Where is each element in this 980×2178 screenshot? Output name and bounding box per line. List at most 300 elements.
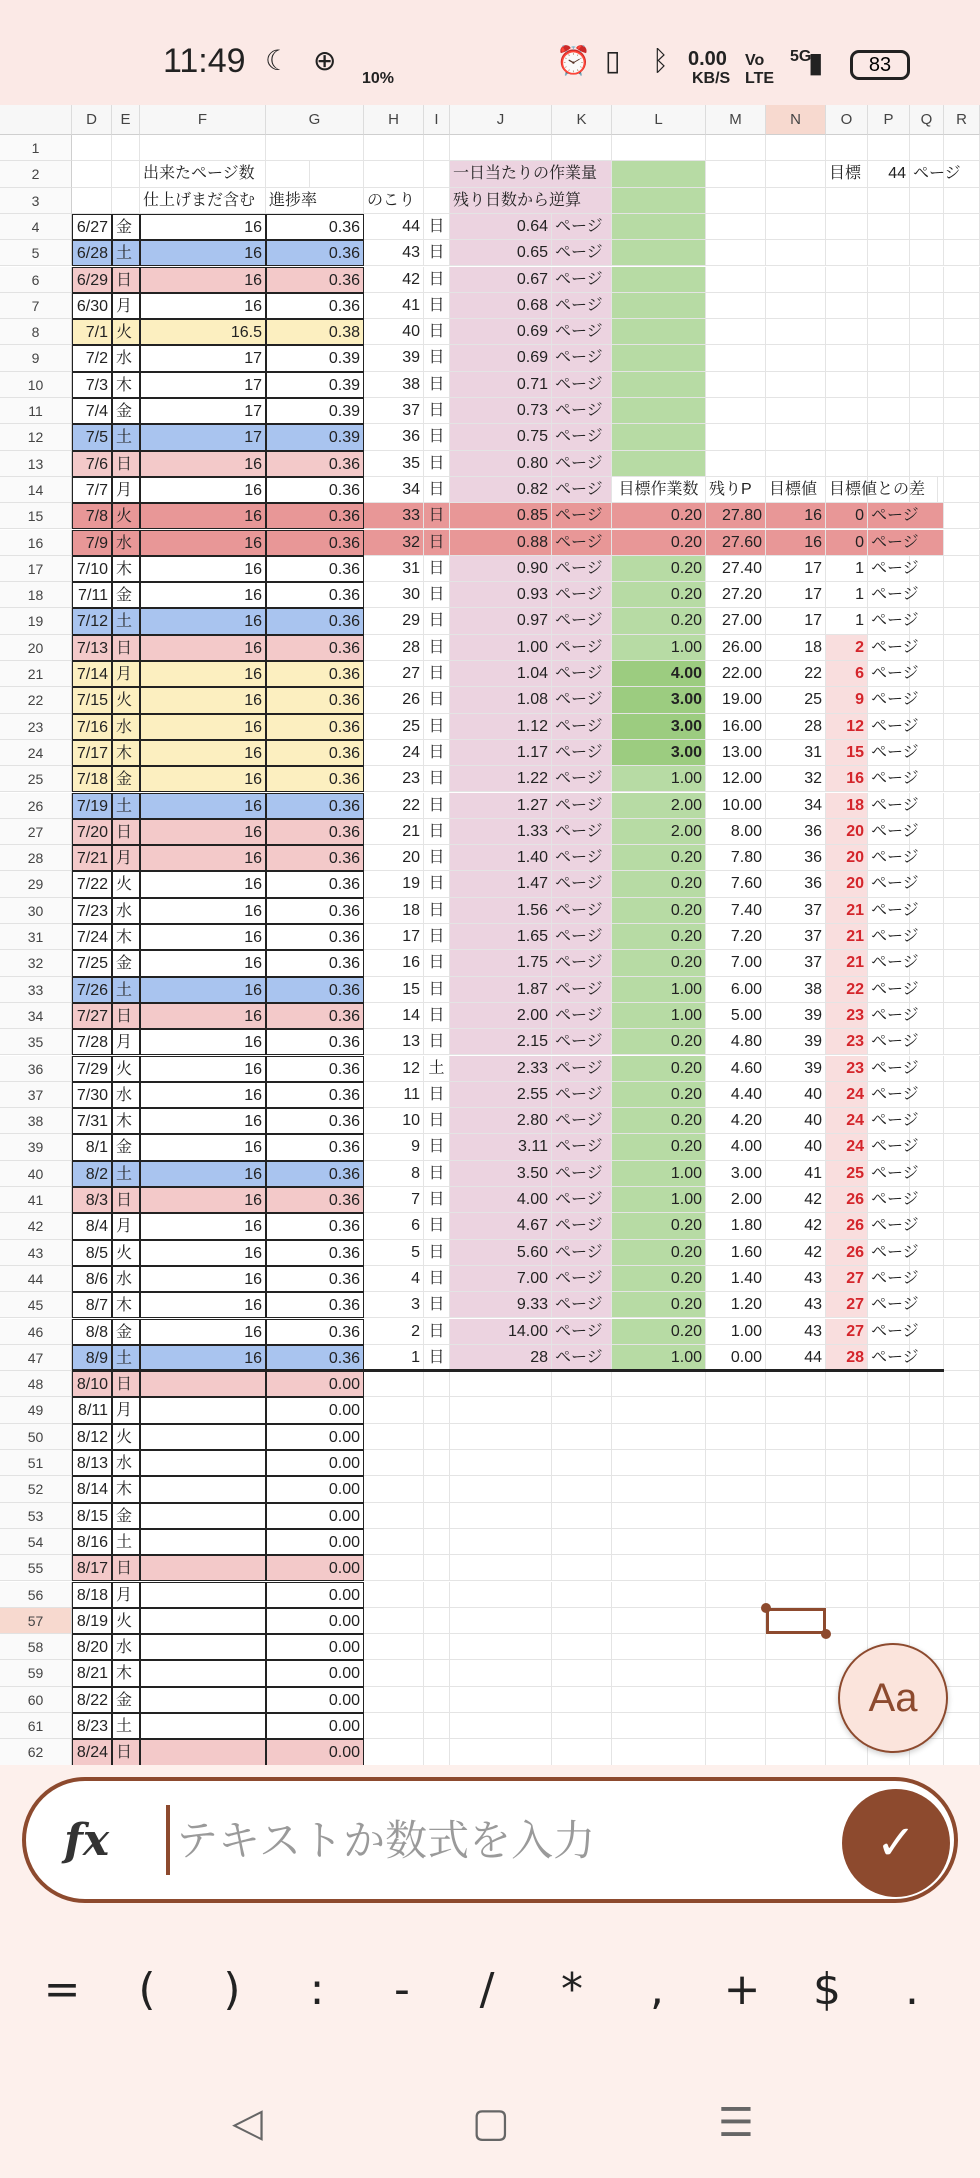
cell-F28[interactable]: 16 bbox=[140, 845, 266, 871]
grid-cell[interactable] bbox=[766, 1371, 826, 1397]
cell-D31[interactable]: 7/24 bbox=[72, 924, 112, 950]
cell-H5[interactable]: 43 bbox=[364, 240, 424, 266]
cell-L23[interactable]: 3.00 bbox=[612, 714, 706, 740]
cell-L39[interactable]: 0.20 bbox=[612, 1134, 706, 1160]
cell-G4[interactable]: 0.36 bbox=[266, 214, 364, 240]
cell-K8[interactable]: ページ bbox=[552, 319, 612, 345]
cell-E15[interactable]: 火 bbox=[112, 503, 140, 529]
cell-N47[interactable]: 44 bbox=[766, 1345, 826, 1371]
grid-cell[interactable] bbox=[450, 1555, 552, 1581]
grid-cell[interactable] bbox=[424, 1582, 450, 1608]
row-header[interactable]: 17 bbox=[0, 556, 72, 582]
cell-H25[interactable]: 23 bbox=[364, 766, 424, 792]
cell-D22[interactable]: 7/15 bbox=[72, 687, 112, 713]
cell-E5[interactable]: 土 bbox=[112, 240, 140, 266]
cell-J27[interactable]: 1.33 bbox=[450, 819, 552, 845]
spreadsheet-grid[interactable] bbox=[0, 105, 980, 1765]
grid-cell[interactable] bbox=[552, 1713, 612, 1739]
cell-P33[interactable]: ページ bbox=[868, 977, 944, 1003]
cell-L14[interactable]: 目標作業数 bbox=[612, 477, 706, 503]
cell-K4[interactable]: ページ bbox=[552, 214, 612, 240]
cell-F23[interactable]: 16 bbox=[140, 714, 266, 740]
grid-cell[interactable] bbox=[766, 293, 826, 319]
cell-M22[interactable]: 19.00 bbox=[706, 687, 766, 713]
cell-P29[interactable]: ページ bbox=[868, 871, 944, 897]
row-header[interactable]: 30 bbox=[0, 898, 72, 924]
grid-cell[interactable] bbox=[612, 451, 706, 477]
cell-F54[interactable] bbox=[140, 1529, 266, 1555]
cell-I25[interactable]: 日 bbox=[424, 766, 450, 792]
grid-cell[interactable] bbox=[706, 1634, 766, 1660]
grid-cell[interactable] bbox=[826, 1503, 868, 1529]
grid-cell[interactable] bbox=[140, 135, 266, 161]
cell-G12[interactable]: 0.39 bbox=[266, 424, 364, 450]
cell-J24[interactable]: 1.17 bbox=[450, 740, 552, 766]
cell-H23[interactable]: 25 bbox=[364, 714, 424, 740]
cell-L28[interactable]: 0.20 bbox=[612, 845, 706, 871]
cell-M35[interactable]: 4.80 bbox=[706, 1029, 766, 1055]
cell-I47[interactable]: 日 bbox=[424, 1345, 450, 1371]
grid-cell[interactable] bbox=[868, 240, 910, 266]
cell-M27[interactable]: 8.00 bbox=[706, 819, 766, 845]
cell-K18[interactable]: ページ bbox=[552, 582, 612, 608]
cell-J40[interactable]: 3.50 bbox=[450, 1161, 552, 1187]
cell-F4[interactable]: 16 bbox=[140, 214, 266, 240]
cell-H9[interactable]: 39 bbox=[364, 345, 424, 371]
cell-H34[interactable]: 14 bbox=[364, 1003, 424, 1029]
cell-J25[interactable]: 1.22 bbox=[450, 766, 552, 792]
cell-N29[interactable]: 36 bbox=[766, 871, 826, 897]
cell-E36[interactable]: 火 bbox=[112, 1056, 140, 1082]
cell-N15[interactable]: 16 bbox=[766, 503, 826, 529]
cell-F24[interactable]: 16 bbox=[140, 740, 266, 766]
cell-K38[interactable]: ページ bbox=[552, 1108, 612, 1134]
cell-D10[interactable]: 7/3 bbox=[72, 372, 112, 398]
cell-G22[interactable]: 0.36 bbox=[266, 687, 364, 713]
cell-G52[interactable]: 0.00 bbox=[266, 1476, 364, 1502]
cell-F25[interactable]: 16 bbox=[140, 766, 266, 792]
grid-cell[interactable] bbox=[868, 1450, 910, 1476]
grid-cell[interactable] bbox=[450, 1608, 552, 1634]
grid-cell[interactable] bbox=[944, 582, 980, 608]
cell-E41[interactable]: 日 bbox=[112, 1187, 140, 1213]
cell-G26[interactable]: 0.36 bbox=[266, 793, 364, 819]
cell-J18[interactable]: 0.93 bbox=[450, 582, 552, 608]
cell-D12[interactable]: 7/5 bbox=[72, 424, 112, 450]
grid-cell[interactable] bbox=[424, 1476, 450, 1502]
cell-H11[interactable]: 37 bbox=[364, 398, 424, 424]
cell-N45[interactable]: 43 bbox=[766, 1292, 826, 1318]
grid-cell[interactable] bbox=[910, 1529, 944, 1555]
cell-L17[interactable]: 0.20 bbox=[612, 556, 706, 582]
cell-E32[interactable]: 金 bbox=[112, 950, 140, 976]
cell-F10[interactable]: 17 bbox=[140, 372, 266, 398]
cell-J2[interactable]: 一日当たりの作業量 bbox=[450, 161, 612, 187]
cell-P36[interactable]: ページ bbox=[868, 1056, 944, 1082]
grid-cell[interactable] bbox=[766, 1739, 826, 1765]
grid-cell[interactable] bbox=[706, 372, 766, 398]
cell-H33[interactable]: 15 bbox=[364, 977, 424, 1003]
cell-E6[interactable]: 日 bbox=[112, 267, 140, 293]
grid-cell[interactable] bbox=[944, 188, 980, 214]
cell-E4[interactable]: 金 bbox=[112, 214, 140, 240]
grid-cell[interactable] bbox=[612, 398, 706, 424]
grid-cell[interactable] bbox=[552, 1739, 612, 1765]
grid-cell[interactable] bbox=[766, 1397, 826, 1423]
cell-E19[interactable]: 土 bbox=[112, 608, 140, 634]
grid-cell[interactable] bbox=[706, 1713, 766, 1739]
cell-G6[interactable]: 0.36 bbox=[266, 267, 364, 293]
grid-cell[interactable] bbox=[944, 319, 980, 345]
cell-O26[interactable]: 18 bbox=[826, 793, 868, 819]
cell-J35[interactable]: 2.15 bbox=[450, 1029, 552, 1055]
cell-E52[interactable]: 木 bbox=[112, 1476, 140, 1502]
grid-cell[interactable] bbox=[944, 398, 980, 424]
cell-H18[interactable]: 30 bbox=[364, 582, 424, 608]
cell-F26[interactable]: 16 bbox=[140, 793, 266, 819]
grid-cell[interactable] bbox=[706, 1529, 766, 1555]
cell-K47[interactable]: ページ bbox=[552, 1345, 612, 1371]
cell-F27[interactable]: 16 bbox=[140, 819, 266, 845]
cell-D61[interactable]: 8/23 bbox=[72, 1713, 112, 1739]
grid-cell[interactable] bbox=[72, 135, 112, 161]
cell-N18[interactable]: 17 bbox=[766, 582, 826, 608]
grid-cell[interactable] bbox=[364, 135, 424, 161]
cell-D51[interactable]: 8/13 bbox=[72, 1450, 112, 1476]
cell-J26[interactable]: 1.27 bbox=[450, 793, 552, 819]
grid-cell[interactable] bbox=[424, 1634, 450, 1660]
cell-D57[interactable]: 8/19 bbox=[72, 1608, 112, 1634]
grid-cell[interactable] bbox=[944, 793, 980, 819]
grid-cell[interactable] bbox=[612, 293, 706, 319]
row-header[interactable]: 37 bbox=[0, 1082, 72, 1108]
row-header[interactable]: 19 bbox=[0, 608, 72, 634]
grid-cell[interactable] bbox=[944, 1582, 980, 1608]
cell-H44[interactable]: 4 bbox=[364, 1266, 424, 1292]
cell-E37[interactable]: 水 bbox=[112, 1082, 140, 1108]
grid-cell[interactable] bbox=[944, 1424, 980, 1450]
row-header[interactable]: 18 bbox=[0, 582, 72, 608]
cell-N40[interactable]: 41 bbox=[766, 1161, 826, 1187]
cell-K22[interactable]: ページ bbox=[552, 687, 612, 713]
row-header[interactable]: 2 bbox=[0, 161, 72, 187]
cell-K12[interactable]: ページ bbox=[552, 424, 612, 450]
cell-E56[interactable]: 月 bbox=[112, 1582, 140, 1608]
row-header[interactable]: 31 bbox=[0, 924, 72, 950]
grid-cell[interactable] bbox=[910, 267, 944, 293]
cell-J38[interactable]: 2.80 bbox=[450, 1108, 552, 1134]
cell-I38[interactable]: 日 bbox=[424, 1108, 450, 1134]
row-header[interactable]: 43 bbox=[0, 1240, 72, 1266]
cell-P28[interactable]: ページ bbox=[868, 845, 944, 871]
grid-cell[interactable] bbox=[944, 1108, 980, 1134]
cell-H12[interactable]: 36 bbox=[364, 424, 424, 450]
cell-O24[interactable]: 15 bbox=[826, 740, 868, 766]
grid-cell[interactable] bbox=[424, 1529, 450, 1555]
row-header[interactable]: 56 bbox=[0, 1582, 72, 1608]
grid-cell[interactable] bbox=[612, 135, 706, 161]
symbol-key[interactable]: + bbox=[723, 1964, 761, 2015]
cell-J3[interactable]: 残り日数から逆算 bbox=[450, 188, 612, 214]
cell-H21[interactable]: 27 bbox=[364, 661, 424, 687]
cell-G7[interactable]: 0.36 bbox=[266, 293, 364, 319]
grid-cell[interactable] bbox=[612, 424, 706, 450]
cell-O31[interactable]: 21 bbox=[826, 924, 868, 950]
symbol-key[interactable]: $ bbox=[813, 1964, 841, 2015]
grid-cell[interactable] bbox=[766, 1450, 826, 1476]
grid-cell[interactable] bbox=[868, 1397, 910, 1423]
cell-J23[interactable]: 1.12 bbox=[450, 714, 552, 740]
grid-cell[interactable] bbox=[910, 1424, 944, 1450]
cell-E44[interactable]: 水 bbox=[112, 1266, 140, 1292]
cell-D15[interactable]: 7/8 bbox=[72, 503, 112, 529]
cell-D7[interactable]: 6/30 bbox=[72, 293, 112, 319]
cell-M15[interactable]: 27.80 bbox=[706, 503, 766, 529]
cell-E38[interactable]: 木 bbox=[112, 1108, 140, 1134]
cell-M20[interactable]: 26.00 bbox=[706, 635, 766, 661]
grid-cell[interactable] bbox=[868, 345, 910, 371]
cell-I46[interactable]: 日 bbox=[424, 1319, 450, 1345]
cell-F8[interactable]: 16.5 bbox=[140, 319, 266, 345]
cell-M42[interactable]: 1.80 bbox=[706, 1213, 766, 1239]
cell-G11[interactable]: 0.39 bbox=[266, 398, 364, 424]
cell-O36[interactable]: 23 bbox=[826, 1056, 868, 1082]
column-header-E[interactable]: E bbox=[112, 105, 140, 135]
cell-G35[interactable]: 0.36 bbox=[266, 1029, 364, 1055]
cell-N14[interactable]: 目標値 bbox=[766, 477, 826, 503]
cell-P44[interactable]: ページ bbox=[868, 1266, 944, 1292]
row-header[interactable]: 50 bbox=[0, 1424, 72, 1450]
cell-N35[interactable]: 39 bbox=[766, 1029, 826, 1055]
cell-K13[interactable]: ページ bbox=[552, 451, 612, 477]
row-header[interactable]: 47 bbox=[0, 1345, 72, 1371]
grid-cell[interactable] bbox=[706, 1424, 766, 1450]
grid-cell[interactable] bbox=[944, 1029, 980, 1055]
grid-cell[interactable] bbox=[612, 1397, 706, 1423]
cell-H19[interactable]: 29 bbox=[364, 608, 424, 634]
cell-I21[interactable]: 日 bbox=[424, 661, 450, 687]
cell-M34[interactable]: 5.00 bbox=[706, 1003, 766, 1029]
cell-E29[interactable]: 火 bbox=[112, 871, 140, 897]
grid-cell[interactable] bbox=[868, 398, 910, 424]
row-header[interactable]: 39 bbox=[0, 1134, 72, 1160]
grid-cell[interactable] bbox=[826, 1450, 868, 1476]
grid-cell[interactable] bbox=[868, 451, 910, 477]
grid-cell[interactable] bbox=[364, 1529, 424, 1555]
cell-K46[interactable]: ページ bbox=[552, 1319, 612, 1345]
cell-H38[interactable]: 10 bbox=[364, 1108, 424, 1134]
cell-O33[interactable]: 22 bbox=[826, 977, 868, 1003]
grid-cell[interactable] bbox=[944, 345, 980, 371]
row-header[interactable]: 8 bbox=[0, 319, 72, 345]
cell-P17[interactable]: ページ bbox=[868, 556, 944, 582]
column-header-P[interactable]: P bbox=[868, 105, 910, 135]
cell-H27[interactable]: 21 bbox=[364, 819, 424, 845]
grid-cell[interactable] bbox=[826, 1608, 868, 1634]
cell-F55[interactable] bbox=[140, 1555, 266, 1581]
cell-J47[interactable]: 28 bbox=[450, 1345, 552, 1371]
grid-cell[interactable] bbox=[424, 135, 450, 161]
grid-cell[interactable] bbox=[424, 1739, 450, 1765]
cell-D40[interactable]: 8/2 bbox=[72, 1161, 112, 1187]
cell-D13[interactable]: 7/6 bbox=[72, 451, 112, 477]
cell-N20[interactable]: 18 bbox=[766, 635, 826, 661]
cell-J17[interactable]: 0.90 bbox=[450, 556, 552, 582]
grid-cell[interactable] bbox=[944, 503, 980, 529]
grid-cell[interactable] bbox=[706, 1476, 766, 1502]
column-header-M[interactable]: M bbox=[706, 105, 766, 135]
row-header[interactable]: 22 bbox=[0, 687, 72, 713]
cell-L21[interactable]: 4.00 bbox=[612, 661, 706, 687]
cell-L31[interactable]: 0.20 bbox=[612, 924, 706, 950]
cell-H47[interactable]: 1 bbox=[364, 1345, 424, 1371]
grid-cell[interactable] bbox=[364, 1555, 424, 1581]
grid-cell[interactable] bbox=[552, 1371, 612, 1397]
grid-cell[interactable] bbox=[706, 424, 766, 450]
cell-P2[interactable]: 44 bbox=[868, 161, 910, 187]
cell-D50[interactable]: 8/12 bbox=[72, 1424, 112, 1450]
row-header[interactable]: 53 bbox=[0, 1503, 72, 1529]
grid-cell[interactable] bbox=[450, 135, 552, 161]
cell-D49[interactable]: 8/11 bbox=[72, 1397, 112, 1423]
grid-cell[interactable] bbox=[944, 1134, 980, 1160]
cell-H30[interactable]: 18 bbox=[364, 898, 424, 924]
cell-H35[interactable]: 13 bbox=[364, 1029, 424, 1055]
cell-P40[interactable]: ページ bbox=[868, 1161, 944, 1187]
cell-H32[interactable]: 16 bbox=[364, 950, 424, 976]
cell-I39[interactable]: 日 bbox=[424, 1134, 450, 1160]
row-header[interactable]: 33 bbox=[0, 977, 72, 1003]
grid-cell[interactable] bbox=[706, 1555, 766, 1581]
cell-H28[interactable]: 20 bbox=[364, 845, 424, 871]
grid-cell[interactable] bbox=[944, 1266, 980, 1292]
grid-cell[interactable] bbox=[944, 1345, 980, 1371]
row-header[interactable]: 48 bbox=[0, 1371, 72, 1397]
grid-cell[interactable] bbox=[552, 1608, 612, 1634]
cell-H16[interactable]: 32 bbox=[364, 530, 424, 556]
cell-N39[interactable]: 40 bbox=[766, 1134, 826, 1160]
cell-E49[interactable]: 月 bbox=[112, 1397, 140, 1423]
cell-D11[interactable]: 7/4 bbox=[72, 398, 112, 424]
cell-L27[interactable]: 2.00 bbox=[612, 819, 706, 845]
cell-M44[interactable]: 1.40 bbox=[706, 1266, 766, 1292]
grid-cell[interactable] bbox=[424, 1450, 450, 1476]
cell-M38[interactable]: 4.20 bbox=[706, 1108, 766, 1134]
grid-cell[interactable] bbox=[944, 1687, 980, 1713]
grid-cell[interactable] bbox=[364, 1687, 424, 1713]
grid-cell[interactable] bbox=[944, 1476, 980, 1502]
cell-F11[interactable]: 17 bbox=[140, 398, 266, 424]
cell-F56[interactable] bbox=[140, 1582, 266, 1608]
grid-cell[interactable] bbox=[766, 372, 826, 398]
cell-D48[interactable]: 8/10 bbox=[72, 1371, 112, 1397]
cell-J44[interactable]: 7.00 bbox=[450, 1266, 552, 1292]
cell-M26[interactable]: 10.00 bbox=[706, 793, 766, 819]
cell-J15[interactable]: 0.85 bbox=[450, 503, 552, 529]
cell-D8[interactable]: 7/1 bbox=[72, 319, 112, 345]
cell-I16[interactable]: 日 bbox=[424, 530, 450, 556]
grid-cell[interactable] bbox=[706, 319, 766, 345]
grid-cell[interactable] bbox=[944, 1713, 980, 1739]
cell-H37[interactable]: 11 bbox=[364, 1082, 424, 1108]
cell-I6[interactable]: 日 bbox=[424, 267, 450, 293]
grid-cell[interactable] bbox=[450, 1476, 552, 1502]
cell-I40[interactable]: 日 bbox=[424, 1161, 450, 1187]
cell-J19[interactable]: 0.97 bbox=[450, 608, 552, 634]
cell-P18[interactable]: ページ bbox=[868, 582, 944, 608]
cell-F43[interactable]: 16 bbox=[140, 1240, 266, 1266]
column-header-N[interactable]: N bbox=[766, 105, 826, 135]
cell-G37[interactable]: 0.36 bbox=[266, 1082, 364, 1108]
cell-E48[interactable]: 日 bbox=[112, 1371, 140, 1397]
grid-cell[interactable] bbox=[364, 1476, 424, 1502]
grid-cell[interactable] bbox=[612, 319, 706, 345]
cell-J20[interactable]: 1.00 bbox=[450, 635, 552, 661]
grid-cell[interactable] bbox=[766, 267, 826, 293]
cell-F49[interactable] bbox=[140, 1397, 266, 1423]
cell-E57[interactable]: 火 bbox=[112, 1608, 140, 1634]
cell-F61[interactable] bbox=[140, 1713, 266, 1739]
grid-cell[interactable] bbox=[450, 1424, 552, 1450]
symbol-key[interactable]: = bbox=[43, 1964, 81, 2015]
recents-button[interactable]: ☰ bbox=[718, 2100, 754, 2146]
cell-J46[interactable]: 14.00 bbox=[450, 1319, 552, 1345]
cell-G50[interactable]: 0.00 bbox=[266, 1424, 364, 1450]
cell-I26[interactable]: 日 bbox=[424, 793, 450, 819]
grid-cell[interactable] bbox=[868, 1555, 910, 1581]
grid-cell[interactable] bbox=[450, 1397, 552, 1423]
cell-D18[interactable]: 7/11 bbox=[72, 582, 112, 608]
symbol-key[interactable]: ) bbox=[223, 1964, 241, 2015]
grid-cell[interactable] bbox=[910, 214, 944, 240]
home-button[interactable]: ▢ bbox=[472, 2100, 510, 2146]
grid-cell[interactable] bbox=[552, 1450, 612, 1476]
cell-E25[interactable]: 金 bbox=[112, 766, 140, 792]
cell-D58[interactable]: 8/20 bbox=[72, 1634, 112, 1660]
grid-cell[interactable] bbox=[706, 293, 766, 319]
cell-P39[interactable]: ページ bbox=[868, 1134, 944, 1160]
cell-K42[interactable]: ページ bbox=[552, 1213, 612, 1239]
grid-cell[interactable] bbox=[944, 740, 980, 766]
grid-cell[interactable] bbox=[944, 845, 980, 871]
cell-L32[interactable]: 0.20 bbox=[612, 950, 706, 976]
cell-G5[interactable]: 0.36 bbox=[266, 240, 364, 266]
cell-M18[interactable]: 27.20 bbox=[706, 582, 766, 608]
cell-K44[interactable]: ページ bbox=[552, 1266, 612, 1292]
grid-cell[interactable] bbox=[868, 319, 910, 345]
cell-I9[interactable]: 日 bbox=[424, 345, 450, 371]
cell-K10[interactable]: ページ bbox=[552, 372, 612, 398]
cell-N17[interactable]: 17 bbox=[766, 556, 826, 582]
grid-cell[interactable] bbox=[612, 345, 706, 371]
grid-cell[interactable] bbox=[766, 1634, 826, 1660]
check-icon[interactable]: ✓ bbox=[842, 1789, 950, 1897]
grid-cell[interactable] bbox=[424, 1371, 450, 1397]
grid-cell[interactable] bbox=[552, 1582, 612, 1608]
cell-K7[interactable]: ページ bbox=[552, 293, 612, 319]
cell-H7[interactable]: 41 bbox=[364, 293, 424, 319]
cell-D62[interactable]: 8/24 bbox=[72, 1739, 112, 1765]
grid-cell[interactable] bbox=[868, 1424, 910, 1450]
cell-H43[interactable]: 5 bbox=[364, 1240, 424, 1266]
cell-J39[interactable]: 3.11 bbox=[450, 1134, 552, 1160]
grid-cell[interactable] bbox=[450, 1687, 552, 1713]
cell-F38[interactable]: 16 bbox=[140, 1108, 266, 1134]
grid-cell[interactable] bbox=[944, 950, 980, 976]
selection-handle[interactable] bbox=[761, 1603, 771, 1613]
cell-D56[interactable]: 8/18 bbox=[72, 1582, 112, 1608]
grid-cell[interactable] bbox=[450, 1582, 552, 1608]
